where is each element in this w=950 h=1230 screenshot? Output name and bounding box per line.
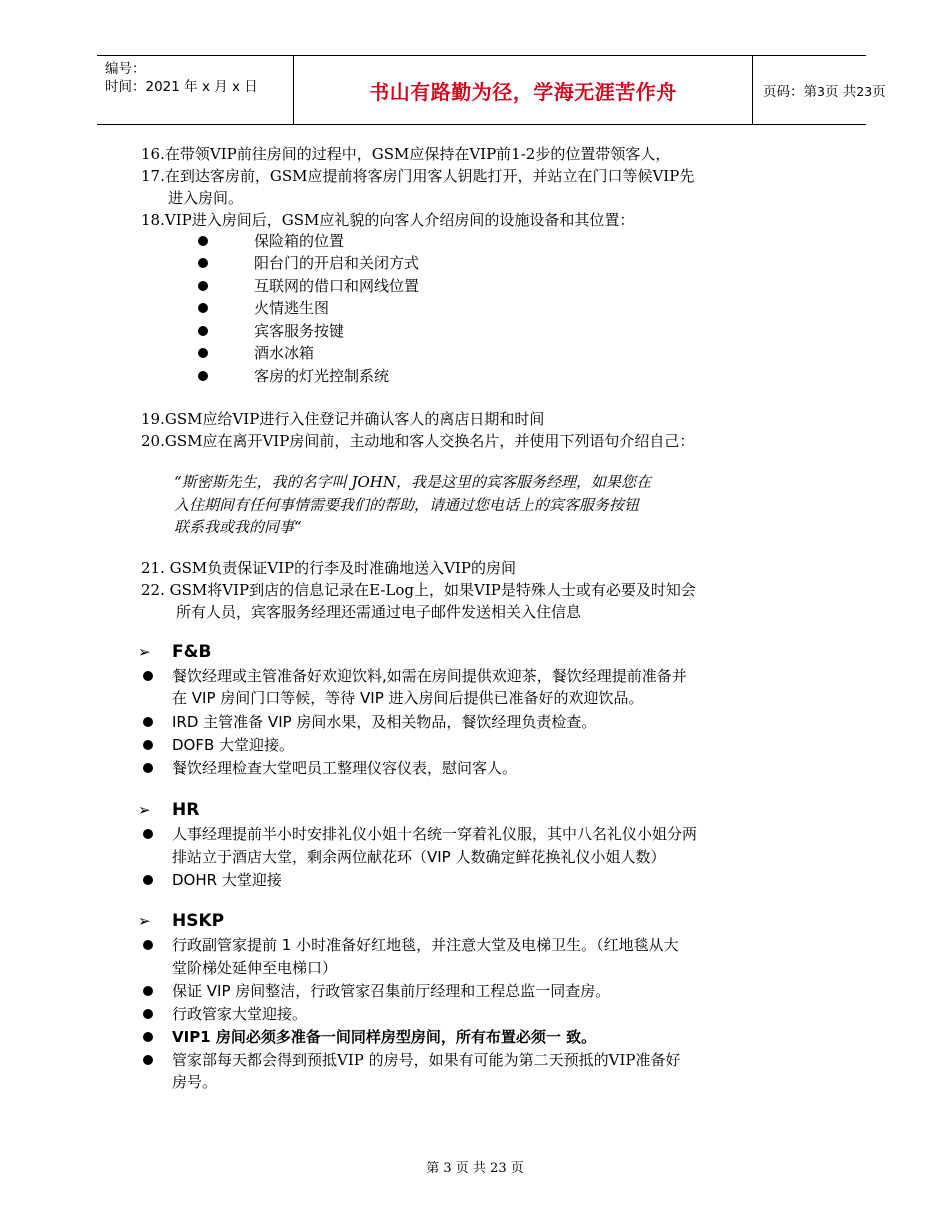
facility-item: 宾客服务按键 <box>254 322 345 340</box>
fb-item-continued: 在 VIP 房间门口等候，等待 VIP 进入房间后提供已准备好的欢迎饮品。 <box>172 689 644 707</box>
bullet-icon <box>143 671 153 681</box>
facility-item: 阳台门的开启和关闭方式 <box>254 254 420 272</box>
quote-line: 联系我或我的同事“ <box>174 518 302 536</box>
bullet-icon <box>143 986 153 996</box>
bullet-icon <box>198 371 208 381</box>
header-time-label: 时间：2021 年 x 月 x 日 <box>105 79 258 95</box>
bullet-icon <box>143 1032 153 1042</box>
header-motto-cell <box>293 56 753 124</box>
quote-line: “斯密斯先生，我的名字叫 JOHN，我是这里的宾客服务经理，如果您在 <box>174 473 651 491</box>
bullet-icon <box>143 740 153 750</box>
bullet-icon <box>143 875 153 885</box>
hr-item: DOHR 大堂迎接 <box>172 871 282 889</box>
quote-line: 入住期间有任何事情需要我们的帮助，请通过您电话上的宾客服务按钮 <box>174 496 640 514</box>
step-18: 18.VIP进入房间后，GSM应礼貌的向客人介绍房间的设施设备和其位置： <box>141 211 635 229</box>
header-page-code <box>752 80 886 100</box>
hskp-item: 行政副管家提前 1 小时准备好红地毯，并注意大堂及电梯卫生。（红地毯从大 <box>172 936 679 954</box>
arrow-right-icon: ➢ <box>138 643 151 661</box>
header-meta-cell <box>97 56 293 124</box>
section-title-fb: F&B <box>172 642 212 662</box>
arrow-right-icon: ➢ <box>138 801 151 819</box>
bullet-icon <box>143 763 153 773</box>
hr-item-continued: 排站立于酒店大堂，剩余两位献花环（VIP 人数确定鲜花换礼仪小姐人数） <box>172 848 666 866</box>
step-20: 20.GSM应在离开VIP房间前，主动地和客人交换名片，并使用下列语句介绍自己： <box>141 432 695 450</box>
bullet-icon <box>143 717 153 727</box>
bullet-icon <box>143 1055 153 1065</box>
document-header <box>97 55 886 125</box>
page-footer: 第 3 页 共 23 页 <box>426 1161 524 1176</box>
bullet-icon <box>198 236 208 246</box>
step-17-line2: 进入房间。 <box>168 189 244 207</box>
bullet-icon <box>198 258 208 268</box>
section-title-hr: HR <box>172 800 200 820</box>
facility-item: 客房的灯光控制系统 <box>254 367 390 385</box>
step-19: 19.GSM应给VIP进行入住登记并确认客人的离店日期和时间 <box>141 410 545 428</box>
fb-item: IRD 主管准备 VIP 房间水果，及相关物品，餐饮经理负责检查。 <box>172 713 597 731</box>
header-motto: 书山有路勤为径，学海无涯苦作舟 <box>369 79 677 104</box>
hskp-item-continued: 房号。 <box>172 1073 218 1091</box>
fb-item: 餐饮经理检查大堂吧员工整理仪容仪表，慰问客人。 <box>172 759 518 777</box>
page-code-total: 23 <box>856 84 873 99</box>
page-code-prefix: 页码：第 <box>763 84 817 100</box>
hskp-item-continued: 堂阶梯处延伸至电梯口） <box>172 959 338 977</box>
facility-item: 火情逃生图 <box>254 299 330 317</box>
step-21: 21. GSM负责保证VIP的行李及时准确地送入VIP的房间 <box>141 559 516 577</box>
step-16: 16.在带领VIP前往房间的过程中，GSM应保持在VIP前1-2步的位置带领客人， <box>141 145 671 163</box>
page-code-suffix: 页 <box>872 84 886 100</box>
page-code-mid: 页 共 <box>824 84 857 100</box>
section-title-hskp: HSKP <box>172 911 225 931</box>
bullet-icon <box>198 303 208 313</box>
arrow-right-icon: ➢ <box>138 912 151 930</box>
fb-item: DOFB 大堂迎接。 <box>172 736 295 754</box>
bullet-icon <box>143 1009 153 1019</box>
facility-item: 互联网的借口和网线位置 <box>254 277 420 295</box>
facility-item: 保险箱的位置 <box>254 232 345 250</box>
header-number-label: 编号： <box>105 61 146 77</box>
facility-item: 酒水冰箱 <box>254 344 315 362</box>
bullet-icon <box>198 348 208 358</box>
hskp-item: 行政管家大堂迎接。 <box>172 1005 308 1023</box>
header-page-code-cell <box>752 56 886 124</box>
step-17-line1: 17.在到达客房前，GSM应提前将客房门用客人钥匙打开，并站立在门口等候VIP先 <box>141 167 695 185</box>
fb-item: 餐饮经理或主管准备好欢迎饮料,如需在房间提供欢迎茶，餐饮经理提前准备并 <box>172 667 687 685</box>
hskp-item: 管家部每天都会得到预抵VIP 的房号，如果有可能为第二天预抵的VIP准备好 <box>172 1051 681 1069</box>
hr-item: 人事经理提前半小时安排礼仪小姐十名统一穿着礼仪服，其中八名礼仪小姐分两 <box>172 825 698 843</box>
step-22-line1: 22. GSM将VIP到店的信息记录在E-Log上，如果VIP是特殊人士或有必要及时知会 <box>141 581 696 599</box>
bullet-icon <box>198 281 208 291</box>
bullet-icon <box>198 326 208 336</box>
bullet-icon <box>143 940 153 950</box>
hskp-item-bold: VIP1 房间必须多准备一间同样房型房间，所有布置必须一 致。 <box>172 1028 597 1046</box>
step-22-line2: 所有人员，宾客服务经理还需通过电子邮件发送相关入住信息 <box>176 603 582 621</box>
page-code-current: 3 <box>817 84 825 99</box>
bullet-icon <box>143 829 153 839</box>
hskp-item: 保证 VIP 房间整洁，行政管家召集前厅经理和工程总监一同查房。 <box>172 982 611 1000</box>
